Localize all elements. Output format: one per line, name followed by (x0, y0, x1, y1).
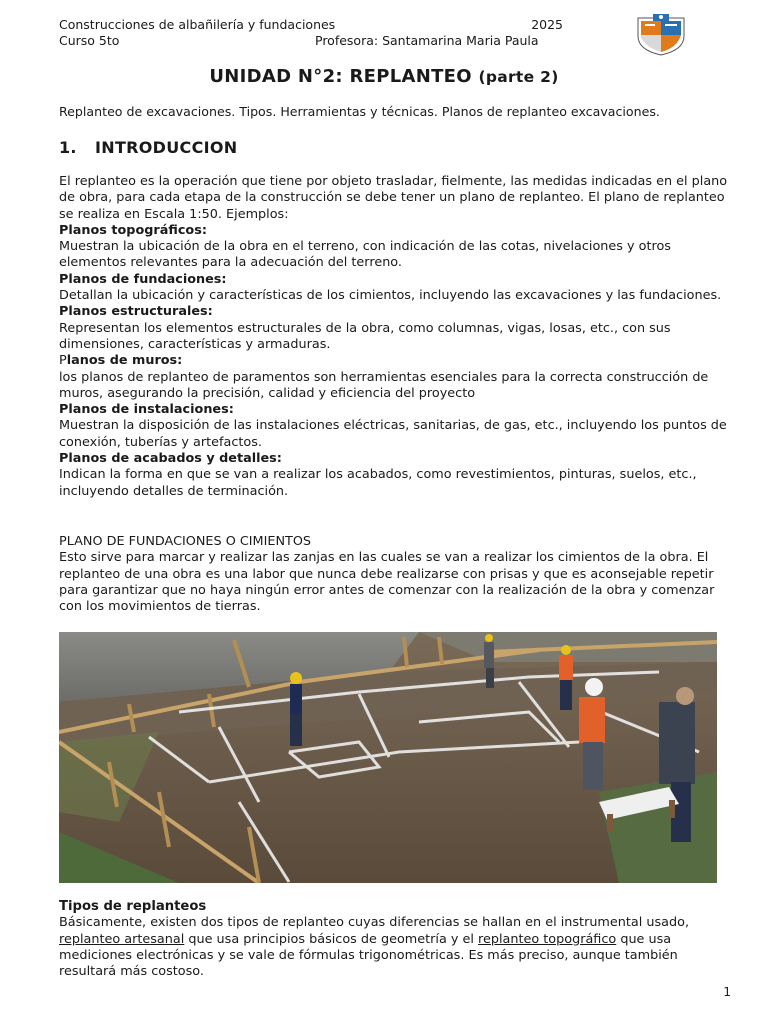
intro-paragraph: El replanteo es la operación que tiene por objeto trasladar, fielmente, las medidas indicadas en el plano de obra, para cada etapa de la construcción se debe tener un plano de replanteo. El plano de replanteo se realiza en Escala 1:50. Ejemplos: (59, 174, 728, 222)
tipos-heading: Tipos de replanteos (59, 899, 207, 914)
plano-section (59, 534, 735, 615)
construction-site-photo (59, 632, 717, 883)
tipos-text: Básicamente, existen dos tipos de replanteo cuyas diferencias se hallan en el instrumental usado, replanteo artesanal que usa principios básicos de geometría y el replanteo topográfico que usa mediciones electrónicas y se vale de fórmulas trigonométricas. Es más preciso, aunque también resultará más costoso. (59, 915, 690, 980)
tipos-section (59, 899, 735, 980)
unit-title (0, 66, 768, 87)
unit-title-main: UNIDAD N°2: REPLANTEO (209, 66, 472, 87)
page-header (59, 17, 563, 49)
page-number: 1 (723, 985, 731, 999)
muros-text: los planos de replanteo de paramentos son herramientas esenciales para la correcta construcción de muros, asegurando la precisión, calidad y eficiencia del proyecto (59, 369, 709, 401)
teacher: Profesora: Santamarina Maria Paula (315, 33, 539, 48)
course-title: Construcciones de albañilería y fundaciones (59, 17, 336, 32)
inst-text: Muestran la disposición de las instalaciones eléctricas, sanitarias, de gas, etc., incluyendo los puntos de conexión, tuberías y artefactos. (59, 418, 727, 450)
section-heading (59, 138, 237, 157)
section-number: 1. (59, 138, 77, 157)
grade: Curso 5to (59, 33, 120, 48)
plano-text: Esto sirve para marcar y realizar las zanjas en las cuales se van a realizar los cimientos de la obra. El replanteo de una obra es una labor que nunca debe realizarse con prisas y que es aconsejable repetir para garantizar que no haya ningún error antes de comenzar con la realización de la obra y comenzar con los movimientos de tierras. (59, 550, 715, 615)
estr-title: Planos estructurales: (59, 304, 213, 320)
estr-text: Representan los elementos estructurales de la obra, como columnas, vigas, losas, etc., con sus dimensiones, características y armaduras. (59, 320, 671, 352)
acab-title: Planos de acabados y detalles: (59, 451, 282, 467)
intro-body (59, 174, 735, 500)
inst-title: Planos de instalaciones: (59, 402, 234, 418)
link-replanteo-topografico[interactable]: replanteo topográfico (478, 931, 617, 947)
fund-title: Planos de fundaciones: (59, 271, 227, 287)
topo-title: Planos topográficos: (59, 222, 207, 238)
school-logo (635, 12, 687, 56)
muros-title: Planos de muros: (59, 353, 183, 369)
link-replanteo-artesanal[interactable]: replanteo artesanal (59, 931, 185, 947)
unit-title-part: (parte 2) (478, 68, 559, 86)
topo-text: Muestran la ubicación de la obra en el terreno, con indicación de las cotas, nivelaciones y otros elementos relevantes para la adecuación del terreno. (59, 239, 671, 271)
acab-text: Indican la forma en que se van a realizar los acabados, como revestimientos, pinturas, suelos, etc., incluyendo detalles de terminación. (59, 467, 697, 499)
unit-subtitle: Replanteo de excavaciones. Tipos. Herramientas y técnicas. Planos de replanteo excavaciones. (59, 104, 660, 119)
fund-text: Detallan la ubicación y características de los cimientos, incluyendo las excavaciones y las fundaciones. (59, 288, 722, 304)
section-title: INTRODUCCION (95, 138, 238, 157)
plano-title: PLANO DE FUNDACIONES O CIMIENTOS (59, 534, 312, 549)
year: 2025 (531, 17, 563, 32)
